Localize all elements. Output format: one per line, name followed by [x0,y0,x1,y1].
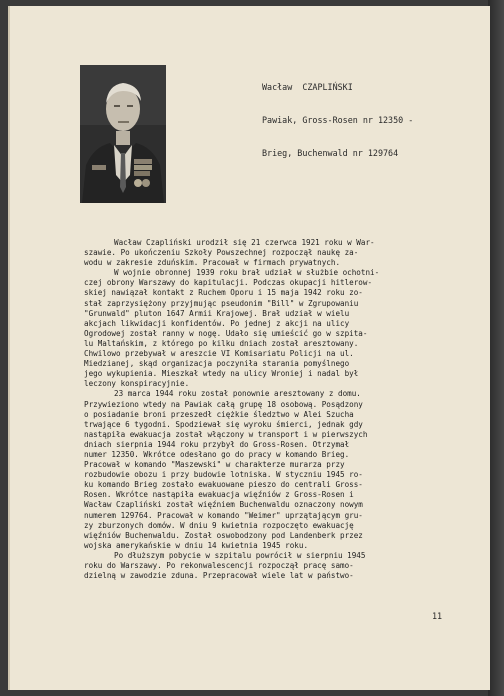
text-line: W wojnie obronnej 1939 roku brał udział w służbie ochotni- [114,268,380,278]
text-line: więźniów Buchenwaldu. Został oswobodzony pod Landenberk przez [84,530,363,540]
text-line: leczony konspiracyjnie. [84,379,190,389]
text-line: jego wykupienia. Mieszkał wtedy na ulicy Wroniej i nadal był [84,369,359,379]
text-line: Przywieziono wtedy na Pawiak całą grupę 18 osobową. Posądzony [84,399,363,409]
text-line: zy zburzonych domów. W dniu 9 kwietnia rozpoczęto ewakuację [84,520,354,530]
person-header [262,60,413,170]
page-number: 11 [432,611,443,621]
text-line: trwające 6 tygodni. Spodziewał się wyroku śmierci, jednak gdy [84,419,363,429]
text-line: 23 marca 1944 roku został ponownie aresztowany z domu. [114,389,361,399]
text-line: wodu w zakresie zduńskim. Pracował w firmach prywatnych. [84,258,341,268]
camps-line-2: Brieg, Buchenwald nr 129764 [262,148,399,158]
text-line: Pracował w komando "Maszewski" w charakterze murarza przy [84,460,345,470]
text-line: rozbudowie obozu i przy budowie lotniska. W styczniu 1945 ro- [84,470,363,480]
text-line: lu Maltańskim, z którego po kilku dniach został aresztowany. [84,338,359,348]
text-line: szawie. Po ukończeniu Szkoły Powszechnej rozpoczął naukę za- [84,248,359,258]
text-line: o posiadanie broni przeszedł ciężkie śledztwo w Alei Szucha [84,409,354,419]
text-line: Po dłuższym pobycie w szpitalu powrócił w sierpniu 1945 [114,550,366,560]
text-line: Wacław Czapliński urodził się 21 czerwca 1921 roku w War- [114,238,375,247]
text-line: nastąpiła ewakuacja został włączony w transport i w pierwszych [84,429,368,439]
portrait-photo-icon [80,65,166,203]
text-line: ku komando Brieg zostało ewakuowane pieszo do centrali Gross- [84,480,363,490]
text-line: stał zaprzysiężony przyjmując pseudonim "Bill" w Zgrupowaniu [84,298,359,308]
text-line: dniach sierpnia 1944 roku przybył do Gross-Rosen. Otrzymał [84,439,350,449]
person-name: Wacław CZAPLIŃSKI [262,82,353,92]
text-line: Chwilowo przebywał w areszcie VI Komisariatu Policji na ul. [84,349,354,359]
biography-text [84,238,442,581]
text-line: wojska amerykańskie w dniu 14 kwietnia 1945 roku. [84,540,309,550]
text-line: dzielną w zawodzie zduna. Przepracował wiele lat w państwo- [84,571,354,581]
text-line: Rosen. Wkrótce nastąpiła ewakuacja więźniów z Gross-Rosen i [84,490,354,500]
text-line: numer 12350. Wkrótce odesłano go do pracy w komando Brieg. [84,449,350,459]
text-line: skiej nawiązał kontakt z Ruchem Oporu i 15 maja 1942 roku zo- [84,288,363,298]
text-line: czej obrony Warszawy do kapitulacji. Podczas okupacji hitlerow- [84,278,373,288]
text-line: Ogrodowej został ranny w nogę. Udało się umieścić go w szpita- [84,328,368,338]
camps-line-1: Pawiak, Gross-Rosen nr 12350 - [262,115,414,125]
text-line: roku do Warszawy. Po rekonwalescencji rozpoczął pracę samo- [84,561,354,570]
text-line: akcjach likwidacji konfidentów. Po jednej z akcji na ulicy [84,318,350,328]
text-line: numerem 129764. Pracował w komando "Weimer" uprzątającym gru- [84,510,363,520]
text-line: Miedzianej, skąd organizacja poczyniła starania pomyślnego [84,359,350,369]
page-edge-shadow [488,0,504,696]
text-line: "Grunwald" pluton 1647 Armii Krajowej. Brał udział w wielu [84,308,350,318]
text-line: Wacław Czapliński został więźniem Buchenwaldu oznaczony nowym [84,500,363,510]
portrait-photo-svg [80,65,166,203]
